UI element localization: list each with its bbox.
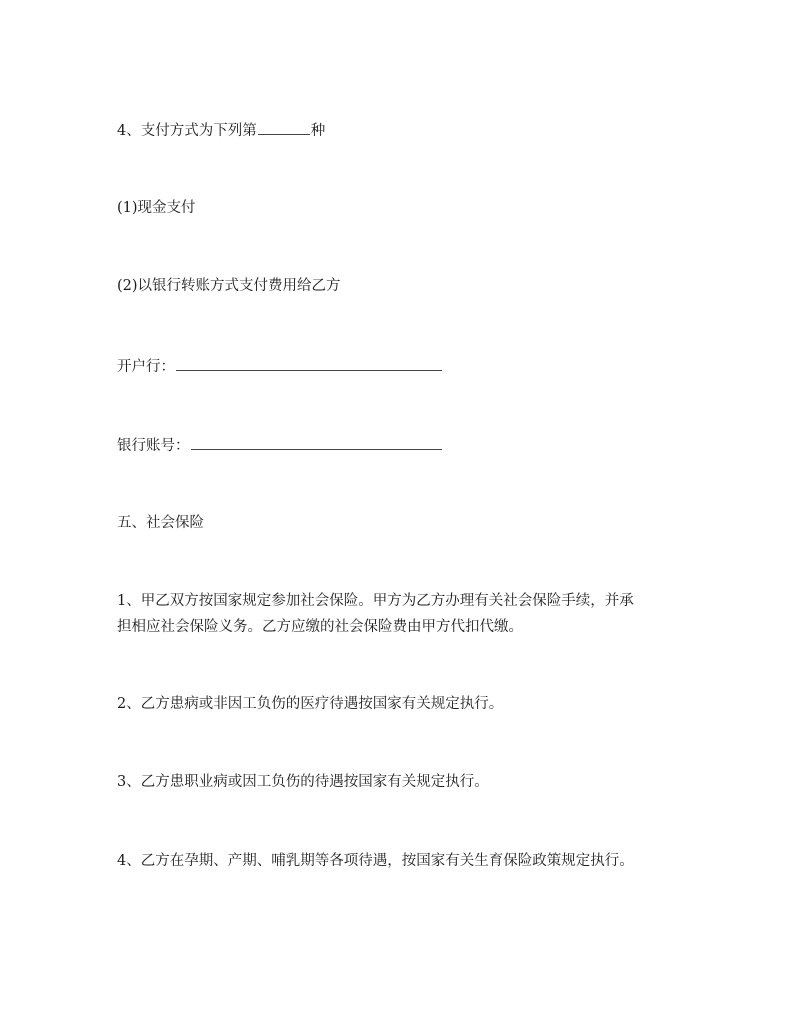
payment-option-cash: (1)现金支付 — [117, 200, 196, 216]
clause-4: 4、乙方在孕期、产期、哺乳期等各项待遇，按国家有关生育保险政策规定执行。 — [117, 853, 634, 869]
bank-name-line — [117, 355, 443, 377]
bank-account-label: 银行账号： — [117, 438, 190, 454]
payment-method-suffix: 种 — [310, 123, 326, 139]
bank-account-blank[interactable] — [191, 434, 442, 450]
section-heading-social-insurance: 五、社会保险 — [117, 515, 204, 531]
bank-name-label: 开户行： — [117, 359, 175, 375]
payment-method-prefix: 4、支付方式为下列第 — [117, 123, 257, 139]
clause-1-line-1: 1、甲乙双方按国家规定参加社会保险。甲方为乙方办理有关社会保险手续，并承 — [117, 593, 634, 609]
payment-option-transfer: (2)以银行转账方式支付费用给乙方 — [117, 278, 341, 294]
clause-1-line-2: 担相应社会保险义务。乙方应缴的社会保险费由甲方代扣代缴。 — [117, 619, 523, 635]
clause-3: 3、乙方患职业病或因工负伤的待遇按国家有关规定执行。 — [117, 774, 489, 790]
clause-2: 2、乙方患病或非因工负伤的医疗待遇按国家有关规定执行。 — [117, 696, 504, 712]
bank-name-blank[interactable] — [176, 355, 442, 371]
payment-method-blank[interactable] — [258, 119, 310, 135]
bank-account-line — [117, 434, 443, 456]
payment-method-line — [117, 119, 325, 141]
